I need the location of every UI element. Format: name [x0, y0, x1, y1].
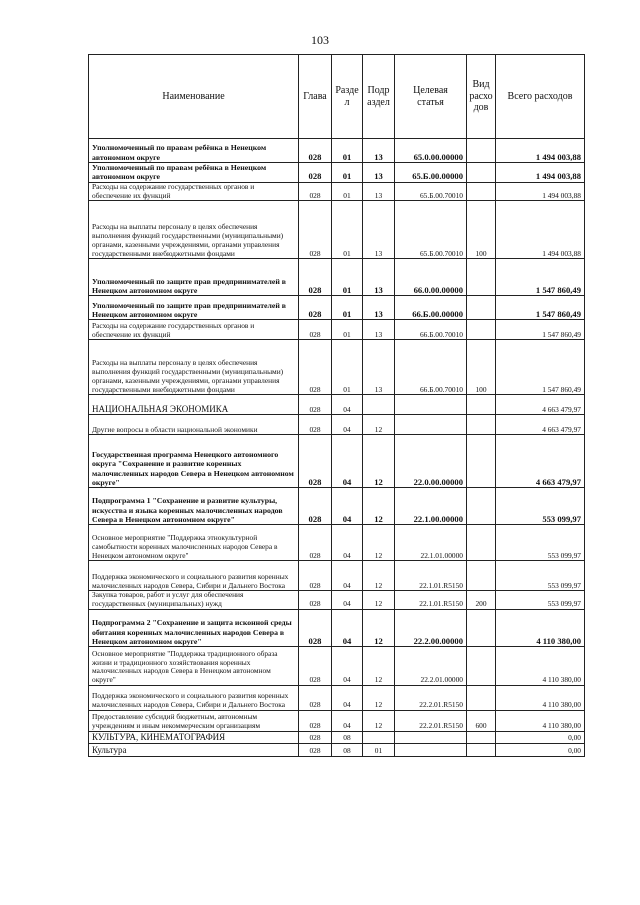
cell-target: 22.2.01.00000 [395, 647, 467, 686]
cell-subsection: 01 [363, 743, 395, 756]
cell-section: 01 [332, 320, 363, 340]
cell-target: 66.Б.00.70010 [395, 320, 467, 340]
cell-target: 22.1.01.R5150 [395, 561, 467, 591]
cell-subsection [363, 395, 395, 415]
cell-type [467, 686, 496, 711]
table-row [89, 686, 585, 711]
cell-section: 04 [332, 488, 363, 525]
table-row [89, 259, 585, 296]
cell-target [395, 395, 467, 415]
table-row [89, 320, 585, 340]
cell-section: 04 [332, 591, 363, 610]
header-row [89, 55, 585, 139]
cell-subsection [363, 732, 395, 744]
cell-section: 01 [332, 201, 363, 259]
cell-chapter: 028 [299, 686, 332, 711]
cell-type [467, 743, 496, 756]
cell-subsection: 12 [363, 415, 395, 435]
header-total: Всего расходов [496, 55, 585, 139]
cell-subsection: 13 [363, 320, 395, 340]
cell-section: 01 [332, 296, 363, 320]
table-row [89, 435, 585, 488]
cell-type [467, 488, 496, 525]
table-row [89, 182, 585, 201]
cell-type [467, 163, 496, 183]
cell-chapter: 028 [299, 259, 332, 296]
cell-name: Расходы на выплаты персоналу в целях обеспечения выполнения функций государственными (муниципальными) органами, казенными учреждениями, органами управления государственными внебюджетными фондами [89, 340, 299, 395]
cell-subsection: 13 [363, 340, 395, 395]
cell-name: Поддержка экономического и социального развития коренных малочисленных народов Севера, Сибири и Дальнего Востока [89, 686, 299, 711]
cell-subsection: 12 [363, 591, 395, 610]
header-type: Вид расхо дов [467, 55, 496, 139]
cell-target: 22.1.01.R5150 [395, 591, 467, 610]
cell-subsection: 12 [363, 561, 395, 591]
table-row [89, 415, 585, 435]
header-chapter: Глава [299, 55, 332, 139]
cell-section: 04 [332, 561, 363, 591]
cell-type [467, 561, 496, 591]
cell-target: 22.2.01.R5150 [395, 711, 467, 732]
cell-chapter: 028 [299, 340, 332, 395]
cell-section: 04 [332, 647, 363, 686]
cell-chapter: 028 [299, 435, 332, 488]
cell-section: 04 [332, 525, 363, 561]
cell-target: 66.Б.00.70010 [395, 340, 467, 395]
cell-chapter: 028 [299, 320, 332, 340]
table-row [89, 591, 585, 610]
cell-total: 4 110 380,00 [496, 686, 585, 711]
cell-chapter: 028 [299, 296, 332, 320]
cell-target: 22.1.00.00000 [395, 488, 467, 525]
cell-total: 1 547 860,49 [496, 320, 585, 340]
cell-subsection: 12 [363, 647, 395, 686]
cell-type: 100 [467, 340, 496, 395]
cell-total: 1 547 860,49 [496, 340, 585, 395]
header-subsection: Подр аздел [363, 55, 395, 139]
cell-total: 4 110 380,00 [496, 647, 585, 686]
cell-chapter: 028 [299, 201, 332, 259]
cell-total: 1 494 003,88 [496, 139, 585, 163]
cell-name: Расходы на выплаты персоналу в целях обеспечения выполнения функций государственными (муниципальными) органами, казенными учреждениями, органами управления государственными внебюджетными фондами [89, 201, 299, 259]
cell-name: Уполномоченный по правам ребёнка в Ненецком автономном округе [89, 139, 299, 163]
table-row [89, 610, 585, 647]
table-row [89, 743, 585, 756]
cell-section: 04 [332, 610, 363, 647]
cell-name: Подпрограмма 1 "Сохранение и развитие культуры, искусства и языка коренных малочисленных народов Севера в Ненецком автономном округе" [89, 488, 299, 525]
cell-type: 200 [467, 591, 496, 610]
cell-subsection: 13 [363, 139, 395, 163]
cell-section: 01 [332, 182, 363, 201]
cell-name: Уполномоченный по правам ребёнка в Ненецком автономном округе [89, 163, 299, 183]
cell-section: 01 [332, 340, 363, 395]
cell-target [395, 743, 467, 756]
cell-type [467, 435, 496, 488]
cell-type [467, 395, 496, 415]
cell-target: 65.Б.00.00000 [395, 163, 467, 183]
cell-subsection: 12 [363, 686, 395, 711]
cell-subsection: 12 [363, 488, 395, 525]
cell-section: 04 [332, 415, 363, 435]
cell-section: 01 [332, 259, 363, 296]
cell-target: 22.2.01.R5150 [395, 686, 467, 711]
cell-name: Государственная программа Ненецкого автономного округа "Сохранение и развитие коренных малочисленных народов Севера в Ненецком автономном округе" [89, 435, 299, 488]
cell-subsection: 12 [363, 610, 395, 647]
cell-target: 66.Б.00.00000 [395, 296, 467, 320]
cell-name: Уполномоченный по защите прав предпринимателей в Ненецком автономном округе [89, 296, 299, 320]
cell-name: Предоставление субсидий бюджетным, автономным учреждениям и иным некоммерческим организациям [89, 711, 299, 732]
cell-chapter: 028 [299, 395, 332, 415]
cell-type [467, 182, 496, 201]
cell-name: НАЦИОНАЛЬНАЯ ЭКОНОМИКА [89, 395, 299, 415]
table-row [89, 711, 585, 732]
cell-target: 22.1.01.00000 [395, 525, 467, 561]
table-row [89, 395, 585, 415]
cell-chapter: 028 [299, 163, 332, 183]
cell-subsection: 13 [363, 163, 395, 183]
cell-name: Подпрограмма 2 "Сохранение и защита исконной среды обитания коренных малочисленных народов Севера в Ненецком автономном округе" [89, 610, 299, 647]
cell-section: 04 [332, 435, 363, 488]
cell-subsection: 12 [363, 435, 395, 488]
cell-type: 100 [467, 201, 496, 259]
cell-chapter: 028 [299, 488, 332, 525]
cell-type [467, 259, 496, 296]
header-target: Целевая статья [395, 55, 467, 139]
cell-name: Основное мероприятие "Поддержка традиционного образа жизни и традиционного хозяйствования коренных малочисленных народов Севера в Ненецком автономном округе" [89, 647, 299, 686]
cell-chapter: 028 [299, 591, 332, 610]
cell-target [395, 732, 467, 744]
cell-name: Уполномоченный по защите прав предпринимателей в Ненецком автономном округе [89, 259, 299, 296]
cell-total: 4 110 380,00 [496, 711, 585, 732]
cell-section: 01 [332, 163, 363, 183]
cell-type: 600 [467, 711, 496, 732]
cell-name: Другие вопросы в области национальной экономики [89, 415, 299, 435]
header-section: Разде л [332, 55, 363, 139]
cell-chapter: 028 [299, 525, 332, 561]
cell-total: 1 494 003,88 [496, 201, 585, 259]
cell-target [395, 415, 467, 435]
cell-type [467, 610, 496, 647]
table-row [89, 647, 585, 686]
cell-section: 01 [332, 139, 363, 163]
cell-target: 22.2.00.00000 [395, 610, 467, 647]
cell-total: 553 099,97 [496, 591, 585, 610]
cell-chapter: 028 [299, 182, 332, 201]
table-row [89, 139, 585, 163]
cell-type [467, 320, 496, 340]
cell-chapter: 028 [299, 139, 332, 163]
cell-type [467, 525, 496, 561]
table-row [89, 561, 585, 591]
cell-name: Основное мероприятие "Поддержка этнокультурной самобытности коренных малочисленных народов Севера в Ненецком автономном округе" [89, 525, 299, 561]
header-name: Наименование [89, 55, 299, 139]
cell-chapter: 028 [299, 732, 332, 744]
cell-total: 1 494 003,88 [496, 163, 585, 183]
cell-name: Закупка товаров, работ и услуг для обеспечения государственных (муниципальных) нужд [89, 591, 299, 610]
cell-section: 08 [332, 743, 363, 756]
cell-total: 1 494 003,88 [496, 182, 585, 201]
cell-total: 553 099,97 [496, 561, 585, 591]
cell-total: 4 663 479,97 [496, 435, 585, 488]
cell-total: 4 663 479,97 [496, 395, 585, 415]
cell-chapter: 028 [299, 610, 332, 647]
cell-chapter: 028 [299, 647, 332, 686]
cell-section: 04 [332, 711, 363, 732]
cell-target: 65.Б.00.70010 [395, 182, 467, 201]
table-row [89, 732, 585, 744]
cell-total: 1 547 860,49 [496, 259, 585, 296]
cell-subsection: 12 [363, 525, 395, 561]
cell-total: 553 099,97 [496, 488, 585, 525]
cell-target: 66.0.00.00000 [395, 259, 467, 296]
cell-name: Расходы на содержание государственных органов и обеспечение их функций [89, 182, 299, 201]
cell-chapter: 028 [299, 415, 332, 435]
cell-chapter: 028 [299, 561, 332, 591]
budget-table [88, 54, 585, 757]
cell-type [467, 415, 496, 435]
cell-type [467, 296, 496, 320]
table-body [89, 139, 585, 757]
table-row [89, 163, 585, 183]
cell-subsection: 13 [363, 259, 395, 296]
table-row [89, 296, 585, 320]
cell-subsection: 13 [363, 296, 395, 320]
cell-section: 04 [332, 686, 363, 711]
cell-target: 22.0.00.00000 [395, 435, 467, 488]
cell-section: 08 [332, 732, 363, 744]
cell-target: 65.0.00.00000 [395, 139, 467, 163]
table-row [89, 525, 585, 561]
cell-chapter: 028 [299, 743, 332, 756]
cell-total: 0,00 [496, 732, 585, 744]
cell-chapter: 028 [299, 711, 332, 732]
cell-total: 4 110 380,00 [496, 610, 585, 647]
cell-subsection: 13 [363, 201, 395, 259]
cell-total: 553 099,97 [496, 525, 585, 561]
cell-subsection: 12 [363, 711, 395, 732]
cell-target: 65.Б.00.70010 [395, 201, 467, 259]
cell-total: 1 547 860,49 [496, 296, 585, 320]
cell-type [467, 732, 496, 744]
table-row [89, 488, 585, 525]
cell-total: 0,00 [496, 743, 585, 756]
cell-section: 04 [332, 395, 363, 415]
cell-type [467, 647, 496, 686]
cell-name: КУЛЬТУРА, КИНЕМАТОГРАФИЯ [89, 732, 299, 744]
cell-subsection: 13 [363, 182, 395, 201]
page-number: 103 [311, 33, 329, 47]
cell-name: Поддержка экономического и социального развития коренных малочисленных народов Севера, Сибири и Дальнего Востока [89, 561, 299, 591]
table-row [89, 340, 585, 395]
cell-name: Расходы на содержание государственных органов и обеспечение их функций [89, 320, 299, 340]
cell-total: 4 663 479,97 [496, 415, 585, 435]
cell-name: Культура [89, 743, 299, 756]
table-row [89, 201, 585, 259]
cell-type [467, 139, 496, 163]
